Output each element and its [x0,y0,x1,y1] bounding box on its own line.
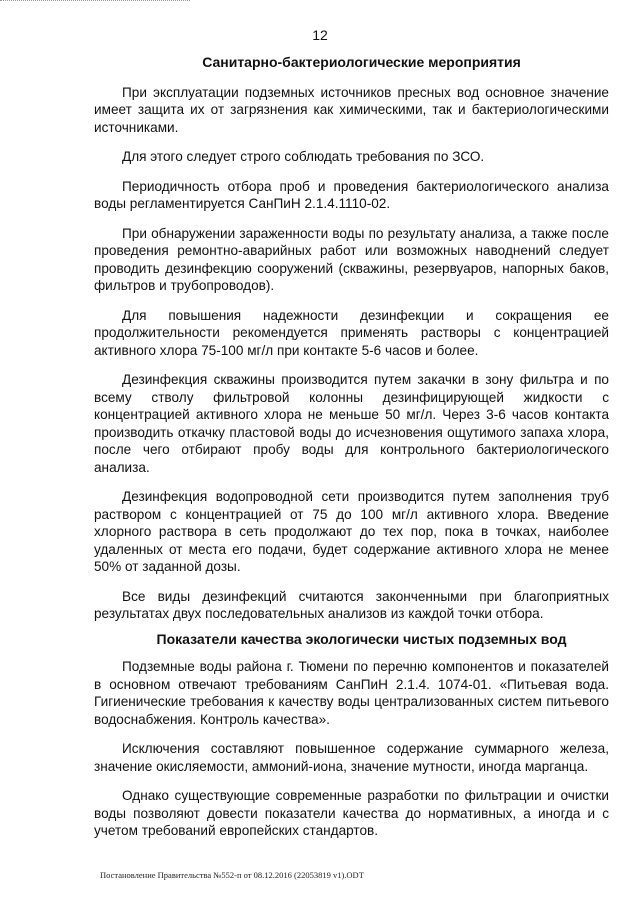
scan-edge-marks [0,0,190,5]
paragraph: При обнаружении зараженности воды по результату анализа, а также после проведения ремонтно-аварийных работ или возможных наводнений следует проводить дезинфекцию сооружений (скважины, резервуаров, напорных баков, фильтров и трубопроводов). [94,225,609,293]
paragraph: Периодичность отбора проб и проведения бактериологического анализа воды регламентируется СанПиН 2.1.4.1110-02. [94,178,609,211]
paragraph: Для этого следует строго соблюдать требования по ЗСО. [122,149,485,164]
document-footer: Постановление Правительства №552-п от 08.12.2016 (22053819 v1).ODT [100,870,364,880]
document-body [94,54,609,852]
paragraph: Подземные воды района г. Тюмени по перечню компонентов и показателей в основном отвечают требованиям СанПиН 2.1.4. 1074-01. «Питьевая вода. Гигиенические требования к качеству воды централизованных систем питьевого водоснабжения. Контроль качества». [94,659,609,727]
paragraph: При эксплуатации подземных источников пресных вод основное значение имеет защита их от загрязнения как химическими, так и бактериологическими источниками. [94,84,609,135]
paragraph: Для повышения надежности дезинфекции и сокращения ее продолжительности рекомендуется применять растворы с концентрацией активного хлора 75-100 мг/л при контакте 5-6 часов и более. [94,307,609,358]
section-heading-quality: Показатели качества экологически чистых подземных вод [156,630,567,647]
paragraph: Дезинфекция скважины производится путем закачки в зону фильтра и по всему стволу фильтровой колонны дезинфицирующей жидкости с концентрацией активного хлора не меньше 50 мг/л. Через 3-6 часов контакта производить откачку пластовой воды до исчезновения ощутимого запаха хлора, после чего отбирают пробу воды для контрольного бактериологического анализа. [94,372,609,475]
paragraph: Однако существующие современные разработки по фильтрации и очистки воды позволяют довести показатели качества до нормативных, а иногда и с учетом требований европейских стандартов. [94,788,609,838]
page-number: 12 [312,27,328,43]
section-heading-sanitary: Санитарно-бактериологические мероприятия [202,54,521,70]
paragraph: Дезинфекция водопроводной сети производится путем заполнения труб раствором с концентрацией от 75 до 100 мг/л активного хлора. Введение хлорного раствора в сеть продолжают до тех пор, пока в точках, наиболее удаленных от места его подачи, будет содержание активного хлора не менее 50% от заданной дозы. [94,489,609,574]
paragraph: Исключения составляют повышенное содержание суммарного железа, значение окисляемости, аммоний-иона, значение мутности, иногда марганца. [94,741,609,774]
paragraph: Все виды дезинфекций считаются законченными при благоприятных результатах двух последовательных анализов из каждой точки отбора. [94,588,609,621]
